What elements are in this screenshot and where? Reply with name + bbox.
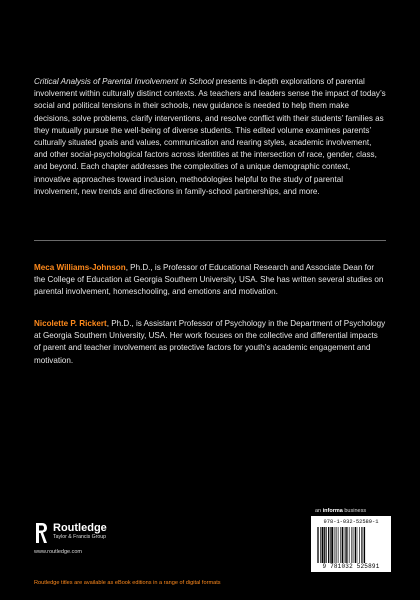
publisher-url: www.routledge.com <box>34 549 82 555</box>
isbn-digits: 9 781032 525891 <box>322 563 380 570</box>
publisher-logo <box>34 522 107 544</box>
barcode-bar <box>335 527 336 563</box>
author-bio-2 <box>34 318 386 367</box>
barcode-bar <box>344 527 345 563</box>
author-name-1: Meca Williams-Johnson <box>34 263 126 272</box>
barcode-bar <box>346 527 347 563</box>
barcode-bar <box>336 527 337 563</box>
informa-prefix: an <box>315 508 323 514</box>
barcode-bar <box>364 527 365 563</box>
barcode-bars <box>317 527 385 563</box>
barcode-bar <box>324 527 325 563</box>
barcode-bar <box>331 527 333 563</box>
barcode-bar <box>359 527 360 563</box>
barcode-bar <box>330 527 331 563</box>
book-title: Critical Analysis of Parental Involvement in School <box>34 77 214 86</box>
description-text: presents in-depth explorations of parental involvement within culturally distinct contexts. As teachers and leaders sense the impact of today’s social and political tensions in their schools, new guidance is needed to help them make decisions, solve problems, clarify interventions, and resolve conflict with their students’ families as they mutually pursue the well-being of diverse students. This edited volume examines parents’ culturally situated goals and values, communication and rearing styles, academic involvement, and other social-psychological factors across identities at the intersection of race, gender, class, and beyond. Each chapter addresses the complexities of a unique demographic context, innovative approaches toward inclusion, methodologies helpful to the study of parental involvement, new trends and directions in family-school partnerships, and more. <box>34 77 386 196</box>
section-divider <box>34 240 386 241</box>
barcode-bar <box>318 527 319 563</box>
isbn-label: 978-1-032-52589-1 <box>323 519 379 525</box>
author-bio-text-2: , Ph.D., is Assistant Professor of Psychology in the Department of Psychology at Georgia Southern University, USA. Her work focuses on the collective and differential impacts of parent and teacher involvement as protective factors for youth’s academic engagement and motivation. <box>34 319 386 365</box>
barcode-bar <box>363 527 364 563</box>
barcode-bar <box>355 527 356 563</box>
author-bio-text-1: , Ph.D., is Professor of Educational Research and Associate Dean for the College of Education at Georgia Southern University, USA. She has written several studies on parental involvement, homeschooling, and emotions and motivation. <box>34 263 384 297</box>
barcode-bar <box>317 527 318 563</box>
book-description <box>34 76 386 198</box>
informa-tagline <box>315 508 366 514</box>
isbn-barcode <box>311 516 391 572</box>
informa-suffix: business <box>342 508 367 514</box>
publisher-block <box>34 522 107 555</box>
author-bio-1 <box>34 262 386 299</box>
barcode-bar <box>338 527 339 563</box>
barcode-bar <box>349 527 350 563</box>
publisher-group: Taylor & Francis Group <box>53 534 107 540</box>
informa-brand: informa <box>322 508 343 514</box>
publisher-name: Routledge <box>53 522 107 534</box>
barcode-bar <box>361 527 362 563</box>
barcode-bar <box>357 527 358 563</box>
author-name-2: Nicolette P. Rickert <box>34 319 107 328</box>
ebook-note: Routledge titles are available as eBook editions in a range of digital formats <box>34 580 221 586</box>
barcode-bar <box>326 527 327 563</box>
barcode-bar <box>345 527 346 563</box>
barcode-bar <box>351 527 352 563</box>
barcode-bar <box>340 527 341 563</box>
barcode-bar <box>320 527 321 563</box>
barcode-bar <box>342 527 343 563</box>
barcode-bar <box>353 527 354 563</box>
barcode-bar <box>328 527 329 563</box>
barcode-bar <box>322 527 324 563</box>
routledge-logo-icon <box>34 522 48 544</box>
